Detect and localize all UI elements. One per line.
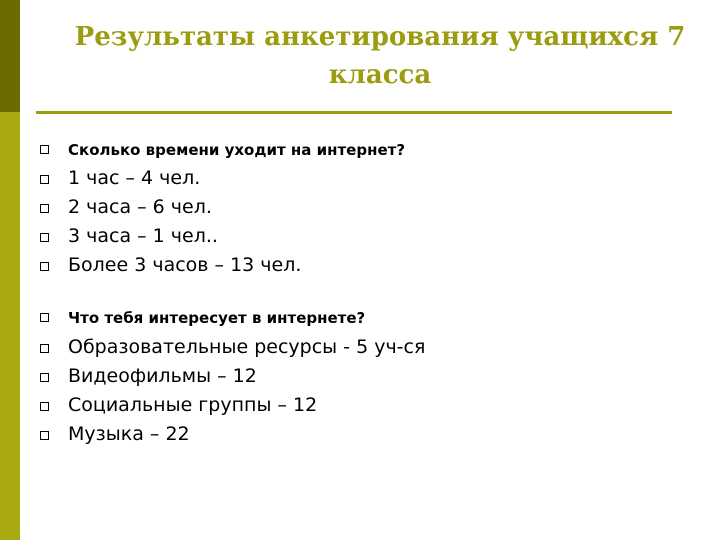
hollow-square-bullet-icon bbox=[40, 431, 49, 440]
answer-text: Музыка – 22 bbox=[68, 423, 190, 445]
answer-text: Образовательные ресурсы - 5 уч-ся bbox=[68, 336, 426, 358]
question-text: Что тебя интересует в интернете? bbox=[68, 309, 366, 327]
hollow-square-bullet-icon bbox=[40, 175, 49, 184]
left-accent-stripe-light bbox=[0, 112, 20, 540]
hollow-square-bullet-icon bbox=[40, 313, 49, 322]
hollow-square-bullet-icon bbox=[40, 262, 49, 271]
answer-text: 1 час – 4 чел. bbox=[68, 167, 201, 189]
answer-text: 3 часа – 1 чел.. bbox=[68, 225, 218, 247]
hollow-square-bullet-icon bbox=[40, 344, 49, 353]
answer-text: 2 часа – 6 чел. bbox=[68, 196, 212, 218]
hollow-square-bullet-icon bbox=[40, 373, 49, 382]
slide-title: Результаты анкетирования учащихся 7 класса bbox=[74, 22, 686, 90]
answer-text: Видеофильмы – 12 bbox=[68, 365, 257, 387]
hollow-square-bullet-icon bbox=[40, 145, 49, 154]
answer-text: Более 3 часов – 13 чел. bbox=[68, 254, 302, 276]
hollow-square-bullet-icon bbox=[40, 204, 49, 213]
question-text: Сколько времени уходит на интернет? bbox=[68, 141, 406, 159]
hollow-square-bullet-icon bbox=[40, 233, 49, 242]
hollow-square-bullet-icon bbox=[40, 402, 49, 411]
title-divider bbox=[36, 111, 672, 114]
left-accent-stripe-dark bbox=[0, 0, 20, 112]
answer-text: Социальные группы – 12 bbox=[68, 394, 318, 416]
